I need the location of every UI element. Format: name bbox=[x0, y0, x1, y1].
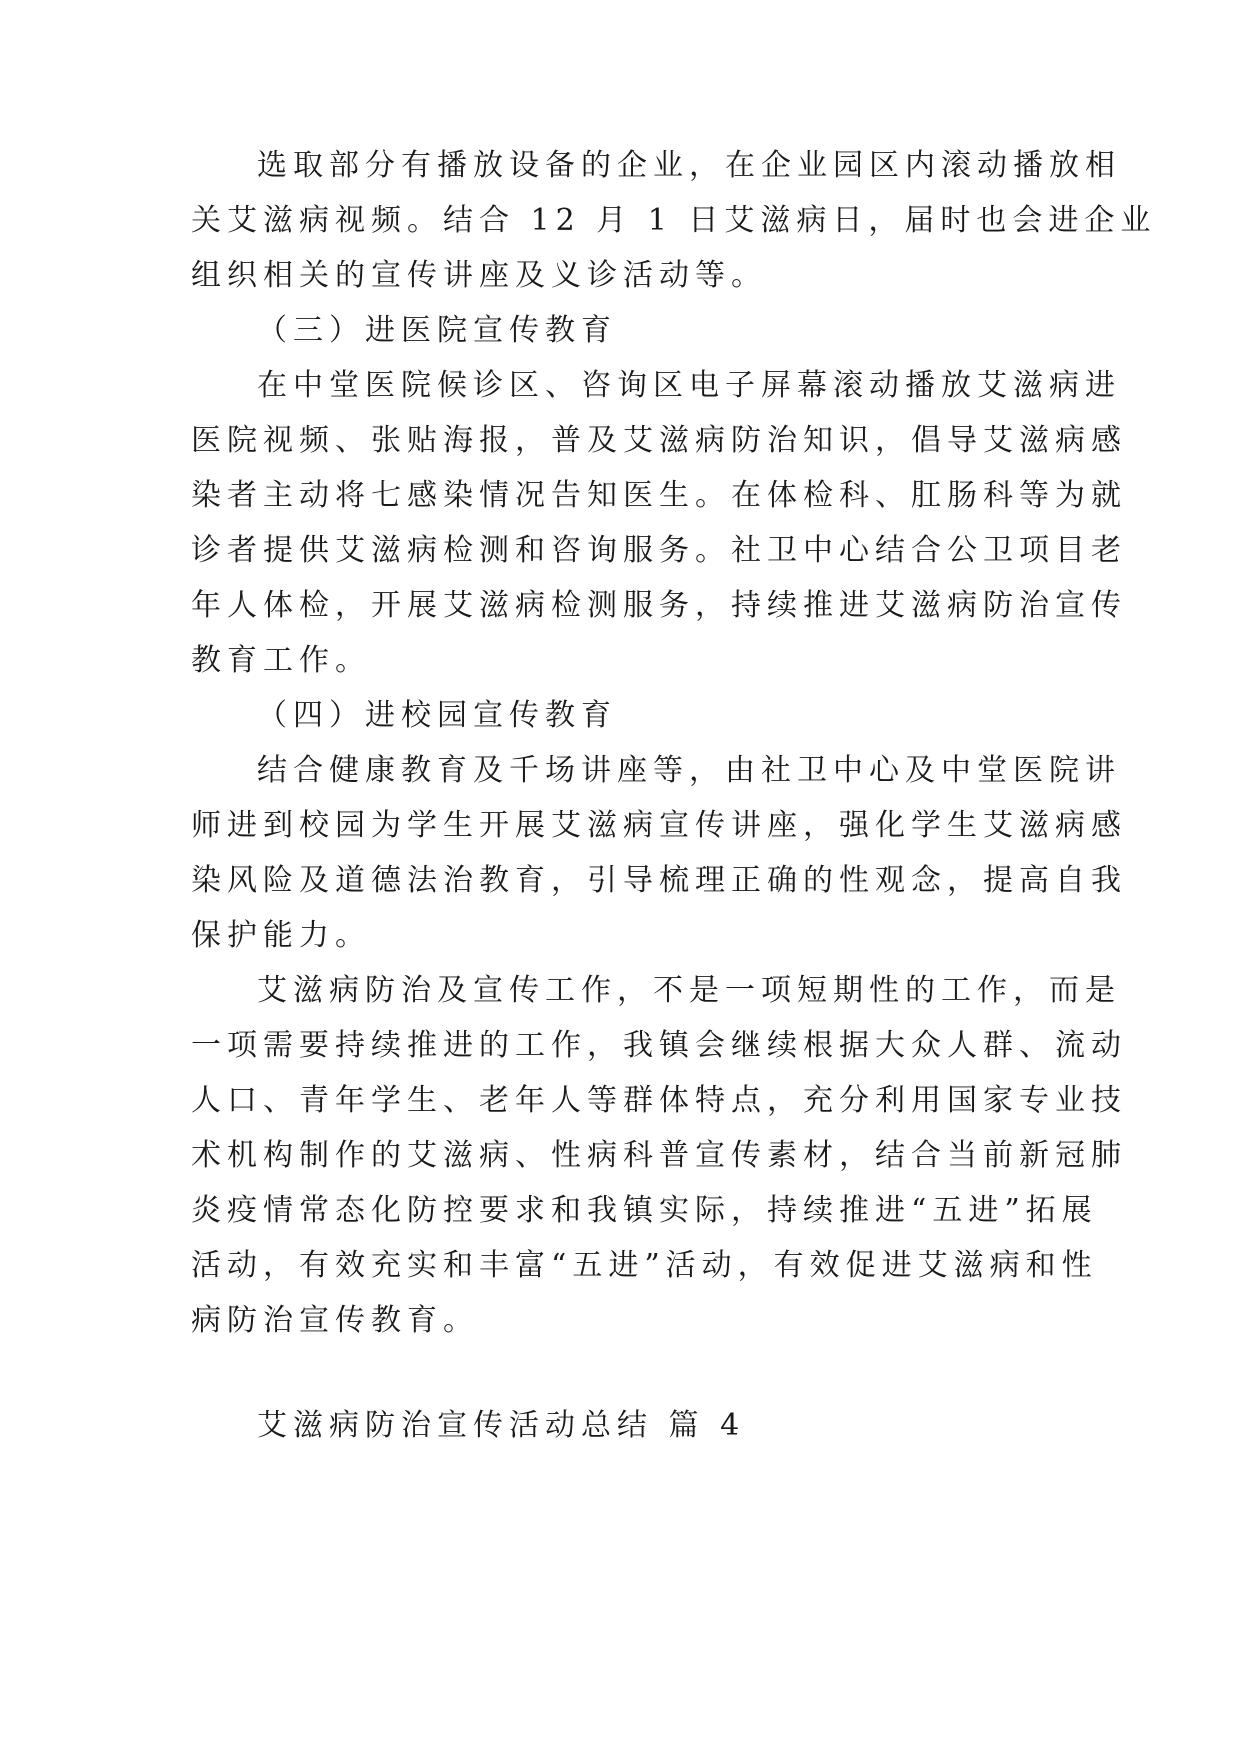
section-heading: （三）进医院宣传教育 bbox=[257, 313, 617, 348]
paragraph-line: 诊者提供艾滋病检测和咨询服务。社卫中心结合公卫项目老 bbox=[191, 533, 1127, 568]
section-heading: （四）进校园宣传教育 bbox=[257, 698, 617, 733]
paragraph-line: 人口、青年学生、老年人等群体特点，充分利用国家专业技 bbox=[191, 1083, 1127, 1118]
paragraph-line: 艾滋病防治及宣传工作，不是一项短期性的工作，而是 bbox=[257, 973, 1121, 1008]
paragraph-line: 组织相关的宣传讲座及义诊活动等。 bbox=[191, 258, 767, 293]
paragraph-line: 在中堂医院候诊区、咨询区电子屏幕滚动播放艾滋病进 bbox=[257, 368, 1121, 403]
paragraph-line: 选取部分有播放设备的企业，在企业园区内滚动播放相 bbox=[257, 148, 1121, 183]
paragraph-line: 活动，有效充实和丰富“五进”活动，有效促进艾滋病和性 bbox=[191, 1248, 1098, 1283]
paragraph-line: 结合健康教育及千场讲座等，由社卫中心及中堂医院讲 bbox=[257, 753, 1121, 788]
paragraph-line: 师进到校园为学生开展艾滋病宣传讲座，强化学生艾滋病感 bbox=[191, 808, 1127, 843]
paragraph-line: 染风险及道德法治教育，引导梳理正确的性观念，提高自我 bbox=[191, 863, 1127, 898]
paragraph-line: 年人体检，开展艾滋病检测服务，持续推进艾滋病防治宣传 bbox=[191, 588, 1127, 623]
paragraph-line: 一项需要持续推进的工作，我镇会继续根据大众人群、流动 bbox=[191, 1028, 1127, 1063]
paragraph-line: 关艾滋病视频。结合 12 月 1 日艾滋病日，届时也会进企业 bbox=[191, 203, 1157, 238]
paragraph-line: 医院视频、张贴海报，普及艾滋病防治知识，倡导艾滋病感 bbox=[191, 423, 1127, 458]
paragraph-line: 染者主动将七感染情况告知医生。在体检科、肛肠科等为就 bbox=[191, 478, 1127, 513]
paragraph-line: 术机构制作的艾滋病、性病科普宣传素材，结合当前新冠肺 bbox=[191, 1138, 1127, 1173]
paragraph-line: 病防治宣传教育。 bbox=[191, 1303, 479, 1338]
paragraph-line: 炎疫情常态化防控要求和我镇实际，持续推进“五进”拓展 bbox=[191, 1193, 1098, 1228]
paragraph-line: 保护能力。 bbox=[191, 918, 371, 953]
article-title: 艾滋病防治宣传活动总结 篇 4 bbox=[257, 1408, 746, 1443]
paragraph-line: 教育工作。 bbox=[191, 643, 371, 678]
